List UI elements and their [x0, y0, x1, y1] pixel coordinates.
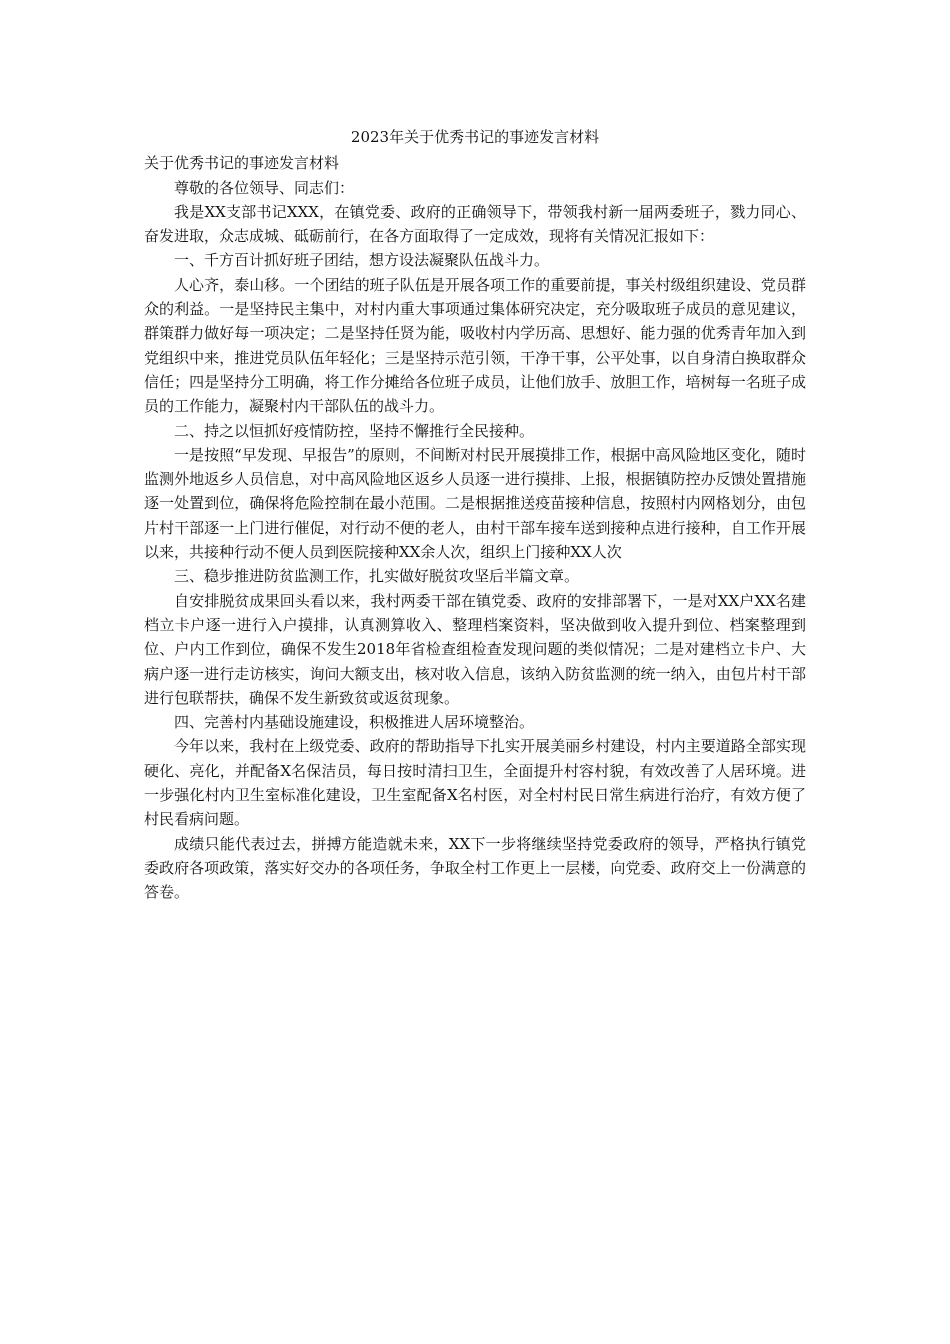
document-title: 2023年关于优秀书记的事迹发言材料 [350, 128, 600, 146]
section-body-4: 今年以来，我村在上级党委、政府的帮助指导下扎实开展美丽乡村建设，村内主要道路全部实现硬化、亮化，并配备X名保洁员，每日按时清扫卫生，全面提升村容村貌，有效改善了人居环境。进一步强化村内卫生室标准化建设，卫生室配备X名村医，对全村村民日常生病进行治疗，有效方便了村民看病问题。 [144, 737, 806, 829]
section-heading-2: 二、持之以恒抓好疫情防控，坚持不懈推行全民接种。 [174, 421, 535, 440]
intro-paragraph: 我是XX支部书记XXX，在镇党委、政府的正确领导下，带领我村新一届两委班子，戮力同心、奋发进取，众志成城、砥砺前行，在各方面取得了一定成效，现将有关情况汇报如下： [144, 202, 806, 246]
closing-paragraph: 成绩只能代表过去，拼搏方能造就未来，XX下一步将继续坚持党委政府的领导，严格执行镇党委政府各项政策，落实好交办的各项任务，争取全村工作更上一层楼，向党委、政府交上一份满意的答卷。 [144, 834, 806, 902]
section-heading-3: 三、稳步推进防贫监测工作，扎实做好脱贫攻坚后半篇文章。 [174, 567, 580, 586]
section-body-1: 人心齐，泰山移。一个团结的班子队伍是开展各项工作的重要前提，事关村级组织建设、党员群众的利益。一是坚持民主集中，对村内重大事项通过集体研究决定，充分吸取班子成员的意见建议，群策群力做好每一项决定；二是坚持任贤为能，吸收村内学历高、思想好、能力强的优秀青年加入到党组织中来，推进党员队伍年轻化；三是坚持示范引领，干净干事，公平处事，以自身清白换取群众信任；四是坚持分工明确，将工作分摊给各位班子成员，让他们放手、放胆工作，培树每一名班子成员的工作能力，凝聚村内干部队伍的战斗力。 [144, 275, 806, 416]
document-subtitle: 关于优秀书记的事迹发言材料 [144, 154, 340, 173]
section-body-3: 自安排脱贫成果回头看以来，我村两委干部在镇党委、政府的安排部署下，一是对XX户XX名建档立卡户逐一进行入户摸排，认真测算收入、整理档案资料，坚决做到收入提升到位、档案整理到位、户内工作到位，确保不发生2018年省检查组检查发现问题的类似情况；二是对建档立卡户、大病户逐一进行走访核实，询问大额支出，核对收入信息，该纳入防贫监测的统一纳入，由包片村干部进行包联帮扶，确保不发生新致贫或返贫现象。 [144, 591, 806, 707]
section-heading-4: 四、完善村内基础设施建设，积极推进人居环境整治。 [174, 713, 535, 732]
section-heading-1: 一、千方百计抓好班子团结，想方设法凝聚队伍战斗力。 [174, 251, 550, 270]
salutation: 尊敬的各位领导、同志们： [174, 178, 355, 197]
section-body-2: 一是按照“早发现、早报告”的原则，不间断对村民开展摸排工作，根据中高风险地区变化，随时监测外地返乡人员信息，对中高风险地区返乡人员逐一进行摸排、上报，根据镇防控办反馈处置措施逐一处置到位，确保将危险控制在最小范围。二是根据推送疫苗接种信息，按照村内网格划分，由包片村干部逐一上门进行催促，对行动不便的老人，由村干部车接车送到接种点进行接种，自工作开展以来，共接种行动不便人员到医院接种XX余人次，组织上门接种XX人次 [144, 445, 806, 562]
document-body [144, 125, 806, 905]
